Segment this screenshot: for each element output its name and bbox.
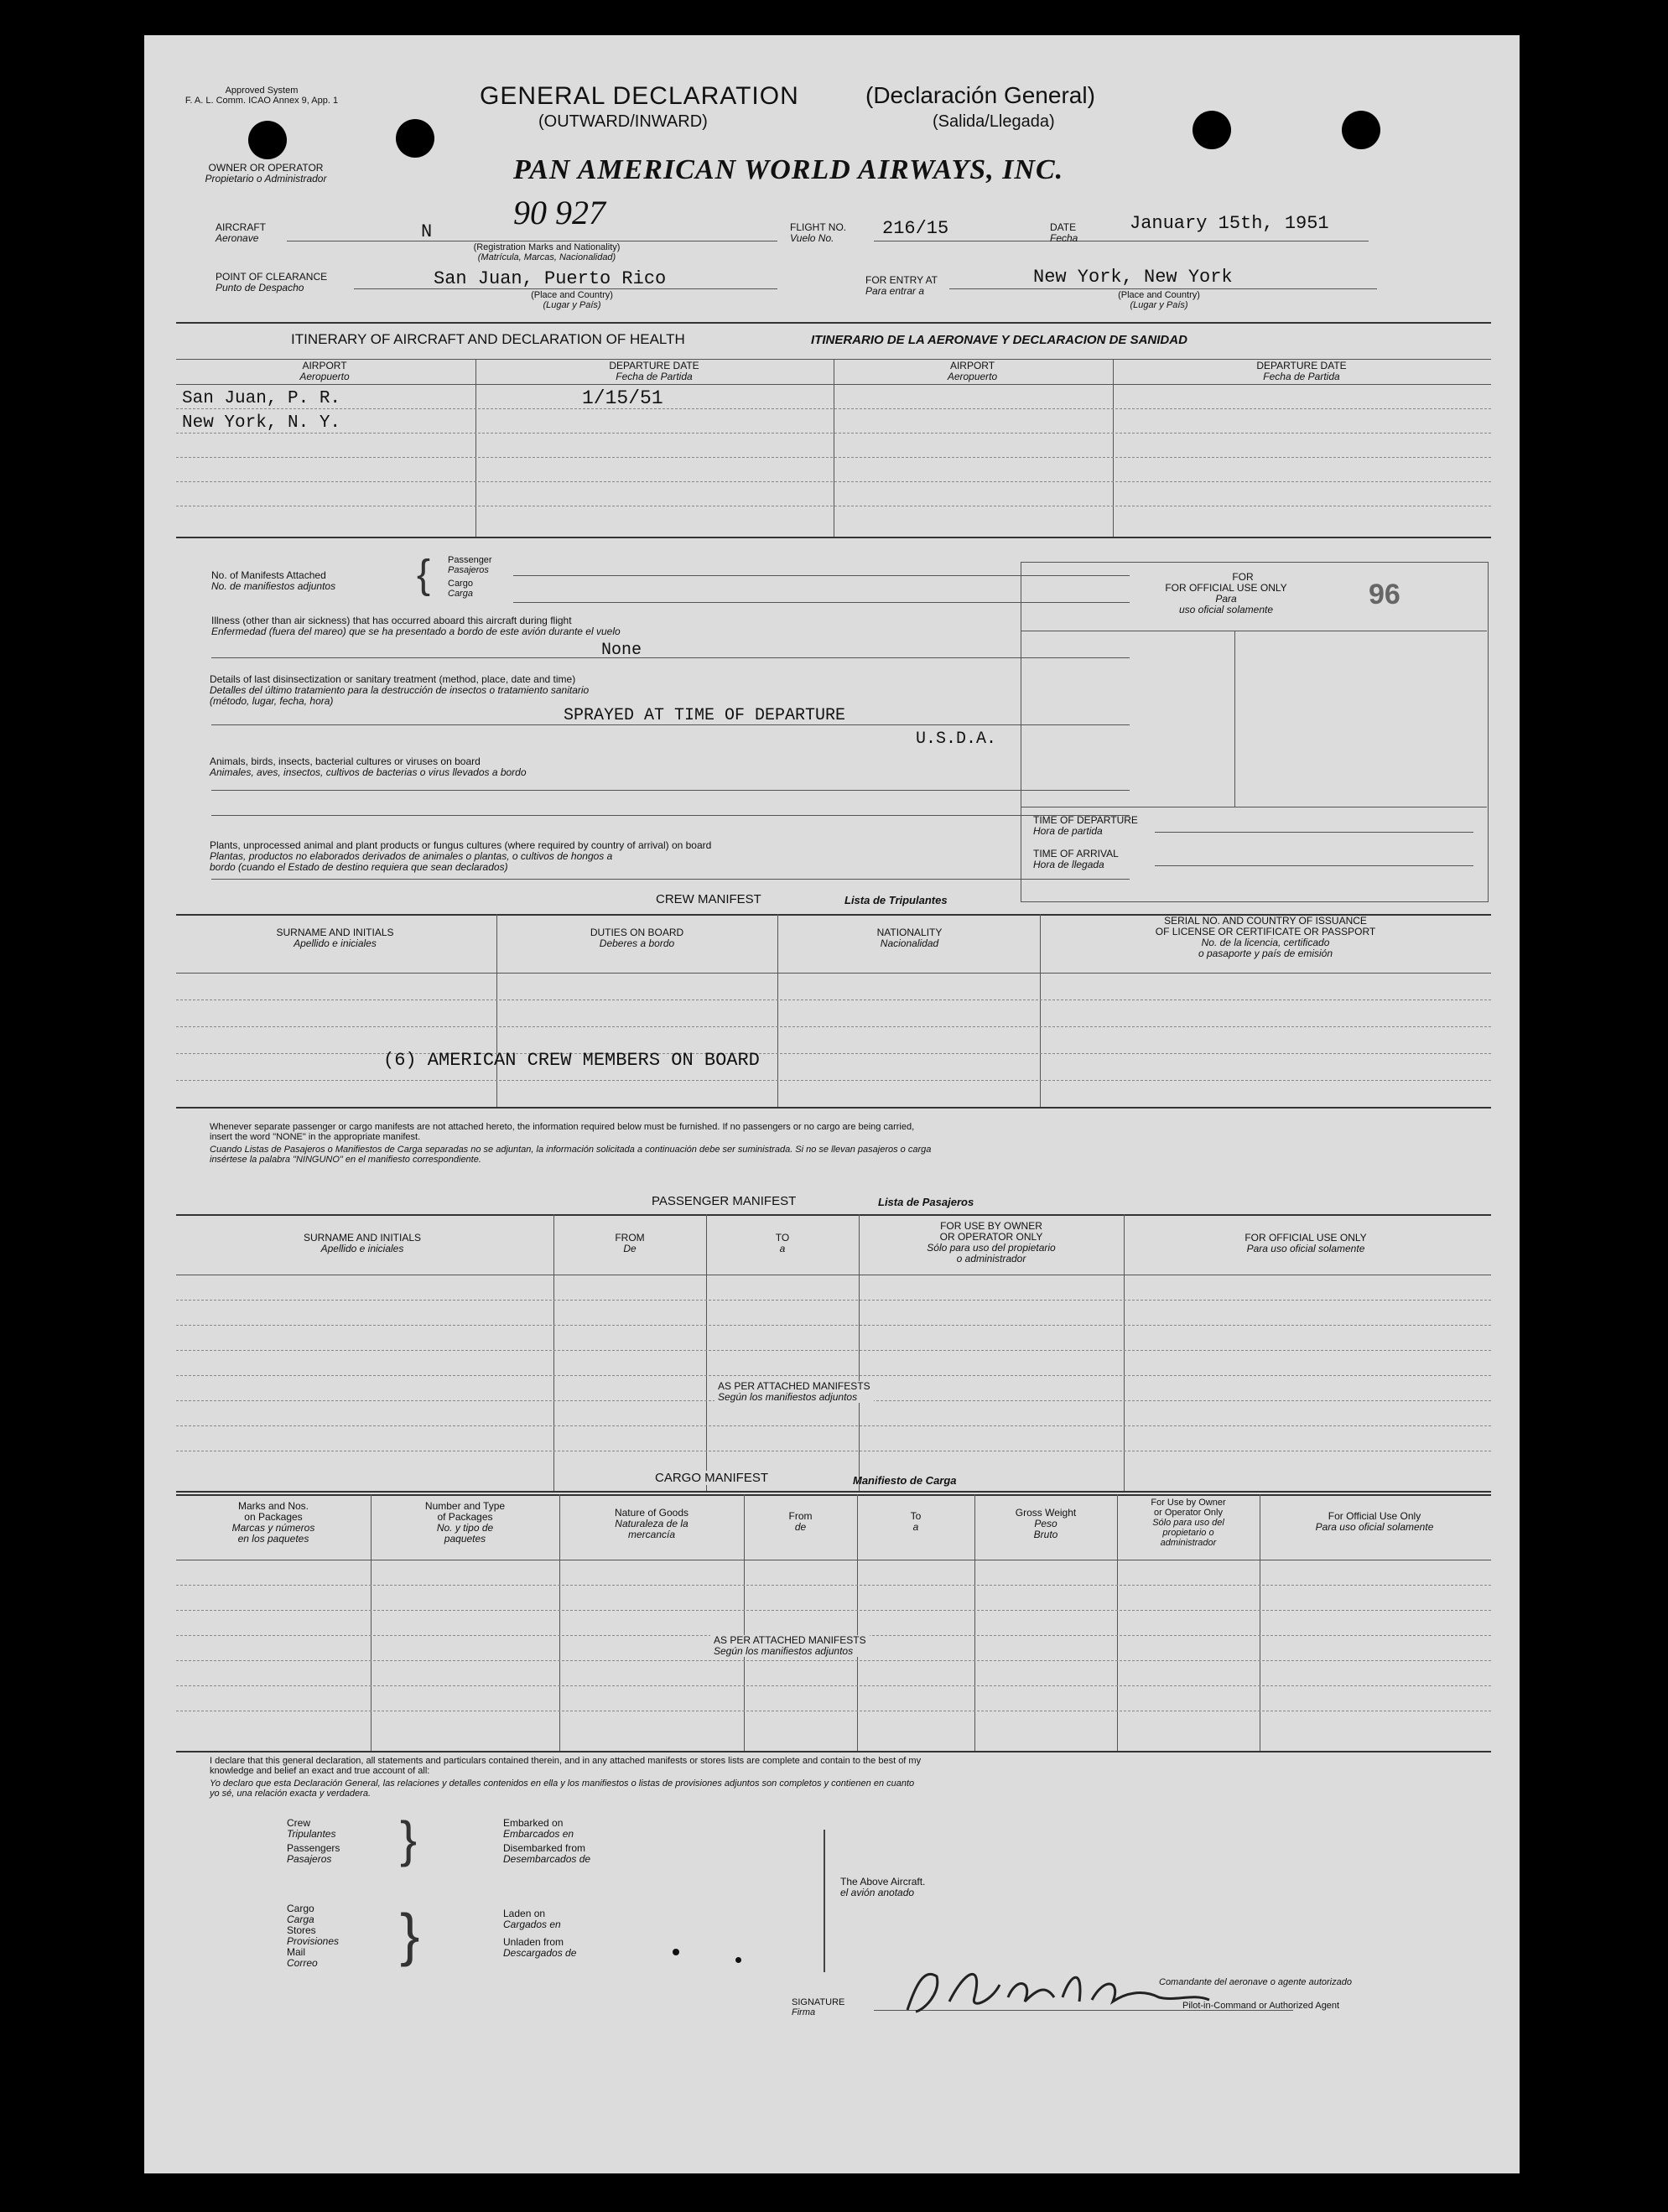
entry-value: New York, New York bbox=[1033, 267, 1233, 288]
crew-heading-es: Lista de Tripulantes bbox=[844, 894, 948, 906]
pax-col-from: FROM De bbox=[615, 1232, 645, 1254]
punch-hole bbox=[396, 119, 434, 158]
cargo-heading: CARGO MANIFEST bbox=[652, 1471, 772, 1485]
signature-scribble bbox=[891, 1951, 1276, 2027]
pax-attached: AS PER ATTACHED MANIFESTS Según los manifiestos adjuntos bbox=[714, 1381, 874, 1403]
cargo-col-weight: Gross Weight Peso Bruto bbox=[1015, 1507, 1077, 1540]
pax-col-name: SURNAME AND INITIALS Apellido e iniciales bbox=[303, 1232, 422, 1254]
clearance-note: (Place and Country) (Lugar y País) bbox=[531, 290, 613, 310]
cargo-col-marks: Marks and Nos. on Packages Marcas y números en los paquetes bbox=[231, 1500, 315, 1545]
manifests-label: No. of Manifests Attached No. de manifiestos adjuntos bbox=[211, 569, 336, 592]
animals-label: Animals, birds, insects, bacterial cultures or viruses on board Animales, aves, insectos, cultivos de bacterias o virus llevados a bordo bbox=[210, 756, 527, 778]
decl-embarked: Embarked on Embarcados en Disembarked from Desembarcados de bbox=[503, 1817, 591, 1865]
punch-hole bbox=[1193, 111, 1231, 149]
form-subtitle: (OUTWARD/INWARD) bbox=[538, 112, 708, 131]
pax-col-owner: FOR USE BY OWNER OR OPERATOR ONLY Sólo para uso del propietario o administrador bbox=[927, 1220, 1056, 1264]
declaration-text: I declare that this general declaration, all statements and particulars contained therein, and in any attached manifests or stores lists are complete and contain to the best of my knowledge and belief an exact and true account of all: Yo declaro que esta Declaración General, las relaciones y detalles contenidos en ella y los manifiestos o listas de provisiones adjuntos son completos y contienen en cuanto yo sé, una relación exacta y verdadera. bbox=[210, 1756, 922, 1799]
brace: } bbox=[400, 1902, 420, 1967]
itin-row2-airport: New York, N. Y. bbox=[182, 413, 341, 433]
commander: Pilot-in-Command or Authorized Agent bbox=[1182, 2001, 1340, 2011]
punch-hole bbox=[1342, 111, 1380, 149]
punch-hole bbox=[248, 121, 287, 159]
aircraft-prefix: N bbox=[421, 221, 433, 242]
manifest-instructions: Whenever separate passenger or cargo manifests are not attached hereto, the information required below must be furnished. If no passengers or no cargo are being carried, insert the word "NONE" in the appropriate manifest. Cuando Listas de Pasajeros o Manifiestos de Carga separadas no se adjuntan, la información solicitada a continuación debe ser suministrada. Si no se llevan pasajeros o carga insértese la palabra "NINGUNO" en el manifiesto correspondiente. bbox=[210, 1122, 932, 1165]
owner-label: OWNER OR OPERATOR Propietario o Administrador bbox=[205, 162, 327, 184]
form-subtitle-es: (Salida/Llegada) bbox=[933, 112, 1055, 131]
time-arrival: TIME OF ARRIVAL Hora de llegada bbox=[1033, 848, 1119, 870]
declaration-form bbox=[144, 35, 1520, 2173]
itin-col-departure: DEPARTURE DATE Fecha de Partida bbox=[609, 360, 699, 382]
itin-row1-airport: San Juan, P. R. bbox=[182, 389, 341, 408]
form-title: GENERAL DECLARATION bbox=[480, 82, 799, 110]
flight-number: 216/15 bbox=[882, 218, 949, 239]
manifest-types: Passenger Pasajeros Cargo Carga bbox=[448, 555, 492, 599]
brace: } bbox=[400, 1811, 418, 1867]
ink-dot bbox=[673, 1949, 679, 1955]
entry-note: (Place and Country) (Lugar y País) bbox=[1118, 290, 1200, 310]
disinsect-label: Details of last disinsectization or sanitary treatment (method, place, date and time) Detalles del último tratamiento para la destrucción de insectos o tratamiento sanitario (método, lugar, fecha, hora) bbox=[210, 673, 590, 707]
official-use-label: FOR FOR OFFICIAL USE ONLY Para uso oficial solamente bbox=[1165, 571, 1287, 615]
aircraft-note: (Registration Marks and Nationality) (Matrícula, Marcas, Nacionalidad) bbox=[473, 242, 621, 262]
entry-label: FOR ENTRY AT Para entrar a bbox=[865, 274, 938, 297]
disinsect-value-2: U.S.D.A. bbox=[916, 730, 997, 749]
crew-heading: CREW MANIFEST bbox=[656, 892, 761, 906]
cargo-col-to: To a bbox=[910, 1510, 922, 1533]
official-stamp-number: 96 bbox=[1369, 579, 1400, 610]
disinsect-value: SPRAYED AT TIME OF DEPARTURE bbox=[564, 706, 846, 725]
plants-label: Plants, unprocessed animal and plant products or fungus cultures (where required by country of arrival) on board Plantas, productos no elaborados derivados de animales o plantas, o cultivos de hongos a bordo (cuando el Estado de destino requiera que sean declarados) bbox=[210, 839, 712, 873]
crew-entry: (6) AMERICAN CREW MEMBERS ON BOARD bbox=[383, 1050, 760, 1071]
brace: { bbox=[417, 553, 431, 597]
pax-col-to: TO a bbox=[775, 1232, 790, 1254]
flight-label: FLIGHT NO. Vuelo No. bbox=[790, 221, 847, 244]
itinerary-heading: ITINERARY OF AIRCRAFT AND DECLARATION OF HEALTH bbox=[291, 331, 685, 347]
approved-system-line2: F. A. L. Comm. ICAO Annex 9, App. 1 bbox=[184, 96, 339, 106]
cargo-col-owner: For Use by Owner or Operator Only Sólo para uso del propietario o administrador bbox=[1151, 1498, 1226, 1548]
ink-dot bbox=[735, 1957, 741, 1963]
commander-es: Comandante del aeronave o agente autorizado bbox=[1159, 1977, 1352, 1987]
decl-laden: Laden on Cargados en Unladen from Descargados de bbox=[503, 1908, 577, 1959]
pax-col-official: FOR OFFICIAL USE ONLY Para uso oficial solamente bbox=[1245, 1232, 1367, 1254]
itin-row1-date: 1/15/51 bbox=[582, 387, 663, 409]
cargo-col-from: From de bbox=[788, 1510, 813, 1533]
cargo-col-nature: Nature of Goods Naturaleza de la mercancía bbox=[614, 1507, 689, 1540]
clearance-value: San Juan, Puerto Rico bbox=[434, 268, 667, 289]
cargo-col-official: For Official Use Only Para uso oficial solamente bbox=[1315, 1510, 1434, 1533]
cargo-heading-es: Manifiesto de Carga bbox=[853, 1474, 957, 1487]
approved-system-line1: Approved System bbox=[225, 86, 299, 96]
illness-value: None bbox=[601, 641, 642, 660]
decl-above-aircraft: The Above Aircraft. el avión anotado bbox=[840, 1876, 926, 1898]
illness-label: Illness (other than air sickness) that has occurred aboard this aircraft during flight Enfermedad (fuera del mareo) que se ha presentado a bordo de este avión durante el vuelo bbox=[211, 615, 621, 637]
decl-cargo-stores: Cargo Carga Stores Provisiones Mail Correo bbox=[287, 1903, 340, 1969]
decl-crew-passengers: Crew Tripulantes Passengers Pasajeros bbox=[287, 1817, 340, 1865]
aircraft-registration: 90 927 bbox=[513, 194, 605, 231]
crew-col-duties: DUTIES ON BOARD Deberes a bordo bbox=[590, 927, 684, 949]
cargo-col-number: Number and Type of Packages No. y tipo de paquetes bbox=[424, 1500, 506, 1545]
form-title-es: (Declaración General) bbox=[865, 82, 1095, 108]
itinerary-heading-es: ITINERARIO DE LA AERONAVE Y DECLARACION DE SANIDAD bbox=[811, 333, 1187, 347]
passenger-heading-es: Lista de Pasajeros bbox=[878, 1196, 974, 1208]
date-value: January 15th, 1951 bbox=[1130, 213, 1329, 234]
itin-col-airport: AIRPORT Aeropuerto bbox=[299, 360, 350, 382]
itin-col-airport-2: AIRPORT Aeropuerto bbox=[947, 360, 998, 382]
owner-value: PAN AMERICAN WORLD AIRWAYS, INC. bbox=[513, 154, 1064, 185]
clearance-label: POINT OF CLEARANCE Punto de Despacho bbox=[216, 271, 328, 293]
crew-col-license: SERIAL NO. AND COUNTRY OF ISSUANCE OF LICENSE OR CERTIFICATE OR PASSPORT No. de la licencia, certificado o pasaporte y país de emisión bbox=[1155, 915, 1376, 959]
approved-system bbox=[178, 86, 346, 106]
itin-col-departure-2: DEPARTURE DATE Fecha de Partida bbox=[1256, 360, 1347, 382]
date-label: DATE Fecha bbox=[1050, 221, 1078, 244]
aircraft-label: AIRCRAFT Aeronave bbox=[216, 221, 266, 244]
cargo-attached: AS PER ATTACHED MANIFESTS Según los manifiestos adjuntos bbox=[710, 1635, 870, 1657]
crew-col-nationality: NATIONALITY Nacionalidad bbox=[876, 927, 943, 949]
crew-col-name: SURNAME AND INITIALS Apellido e iniciales bbox=[276, 927, 394, 949]
passenger-heading: PASSENGER MANIFEST bbox=[652, 1194, 797, 1208]
signature-label: SIGNATURE Firma bbox=[792, 1997, 845, 2017]
time-departure: TIME OF DEPARTURE Hora de partida bbox=[1033, 814, 1138, 837]
